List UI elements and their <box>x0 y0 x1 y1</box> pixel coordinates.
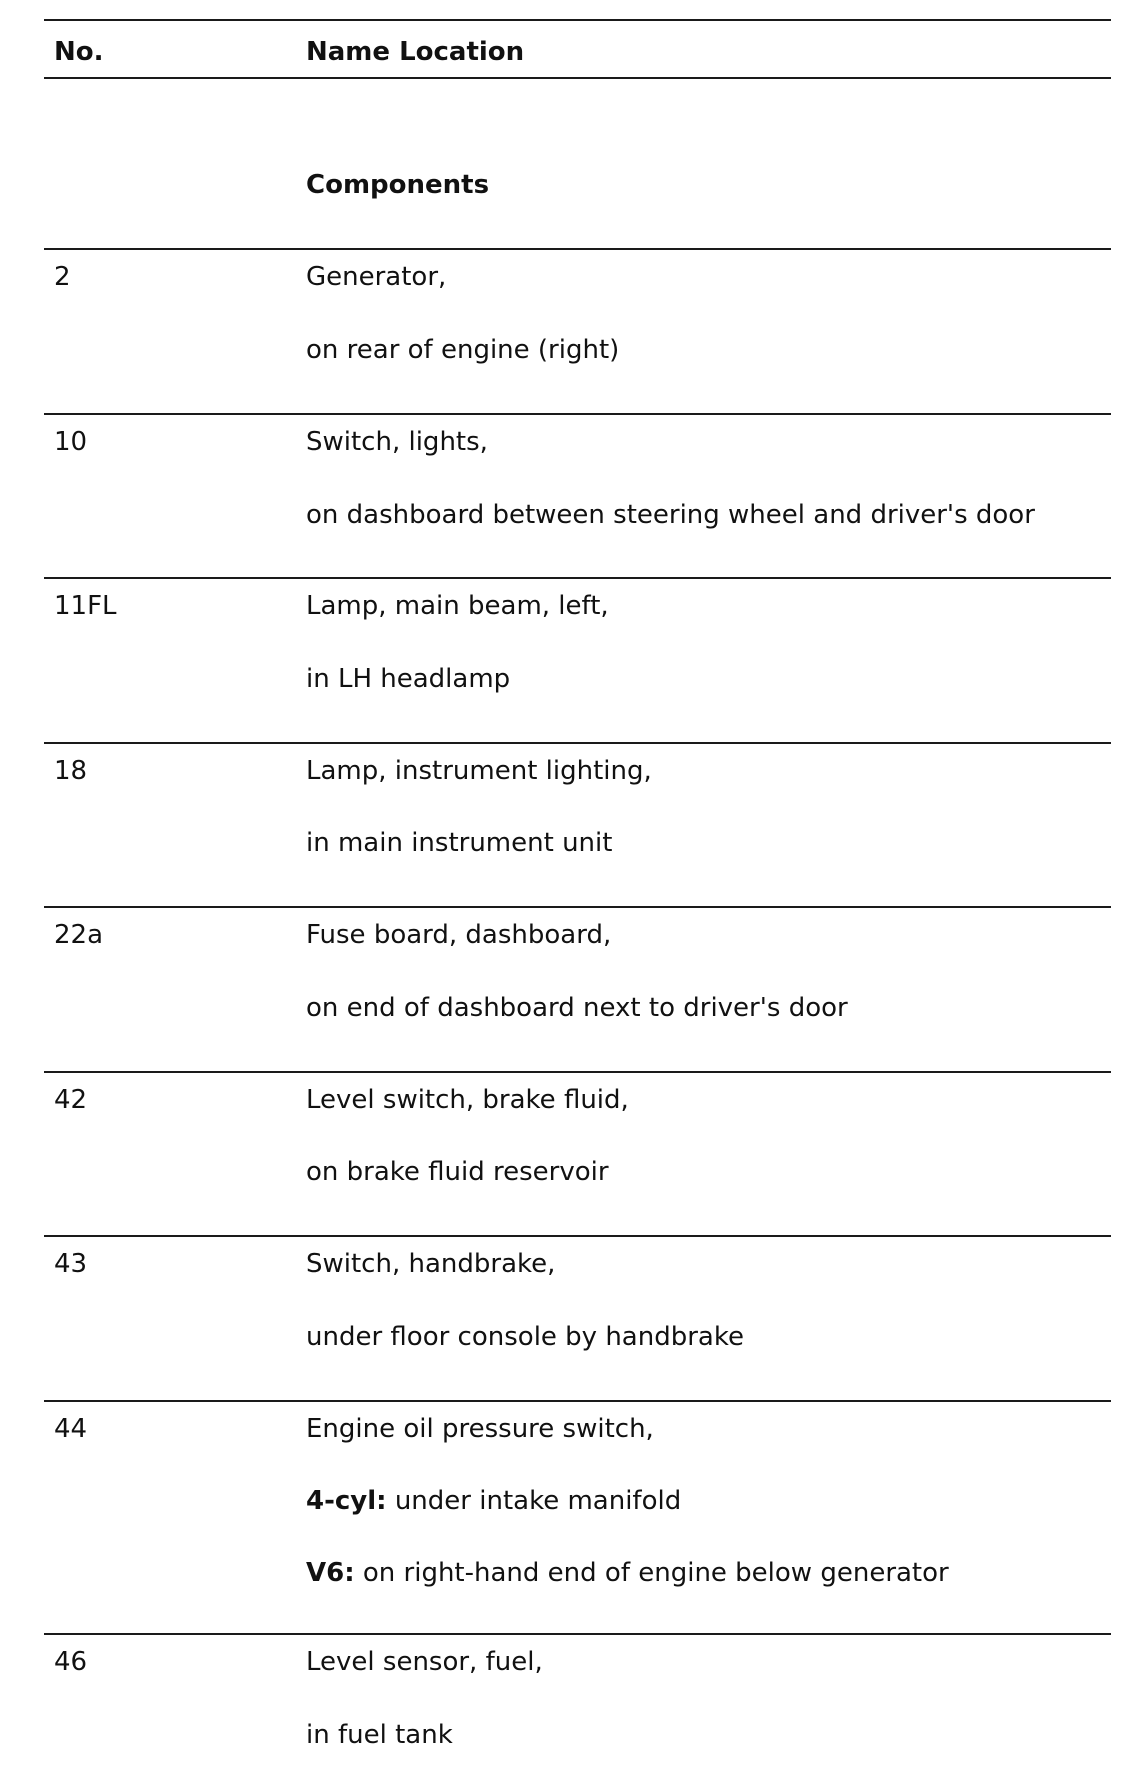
component-name: Level switch, brake fluid, <box>306 1085 629 1115</box>
component-location: in fuel tank <box>306 1720 453 1750</box>
variant-text: under intake manifold <box>386 1486 682 1516</box>
row-divider <box>44 742 1111 744</box>
header-name-location: Name Location <box>306 37 525 67</box>
component-name: Fuse board, dashboard, <box>306 920 612 950</box>
row-divider <box>44 906 1111 908</box>
component-location: in LH headlamp <box>306 664 511 694</box>
component-name: Engine oil pressure switch, <box>306 1414 654 1444</box>
component-location: on brake fluid reservoir <box>306 1157 609 1187</box>
component-name: Switch, handbrake, <box>306 1249 556 1279</box>
row-number: 10 <box>54 427 88 457</box>
row-number: 2 <box>54 262 71 292</box>
row-divider <box>44 1633 1111 1635</box>
header-no: No. <box>54 37 104 67</box>
row-divider <box>44 1235 1111 1237</box>
row-number: 22a <box>54 920 104 950</box>
header-bottom-rule <box>44 77 1111 79</box>
row-number: 43 <box>54 1249 88 1279</box>
row-divider <box>44 1400 1111 1402</box>
row-number: 11FL <box>54 591 117 621</box>
table-top-rule <box>44 19 1111 21</box>
row-number: 46 <box>54 1647 88 1677</box>
component-location: on rear of engine (right) <box>306 335 620 365</box>
component-name: Level sensor, fuel, <box>306 1647 543 1677</box>
component-location: under floor console by handbrake <box>306 1322 744 1352</box>
row-divider <box>44 1071 1111 1073</box>
component-name: Generator, <box>306 262 447 292</box>
component-location: on dashboard between steering wheel and driver's door <box>306 500 1035 530</box>
component-name: Switch, lights, <box>306 427 488 457</box>
section-heading: Components <box>306 170 490 200</box>
row-divider <box>44 577 1111 579</box>
component-name: Lamp, instrument lighting, <box>306 756 652 786</box>
variant-label: V6: <box>306 1558 355 1588</box>
variant-label: 4-cyl: <box>306 1486 387 1516</box>
row-number: 42 <box>54 1085 88 1115</box>
row-number: 18 <box>54 756 88 786</box>
variant-text: on right-hand end of engine below generator <box>354 1558 949 1588</box>
component-location-variant <box>306 1558 949 1588</box>
row-divider <box>44 248 1111 250</box>
component-location: on end of dashboard next to driver's door <box>306 993 848 1023</box>
component-name: Lamp, main beam, left, <box>306 591 609 621</box>
component-location-variant <box>306 1486 681 1516</box>
row-number: 44 <box>54 1414 88 1444</box>
component-location: in main instrument unit <box>306 828 613 858</box>
row-divider <box>44 413 1111 415</box>
